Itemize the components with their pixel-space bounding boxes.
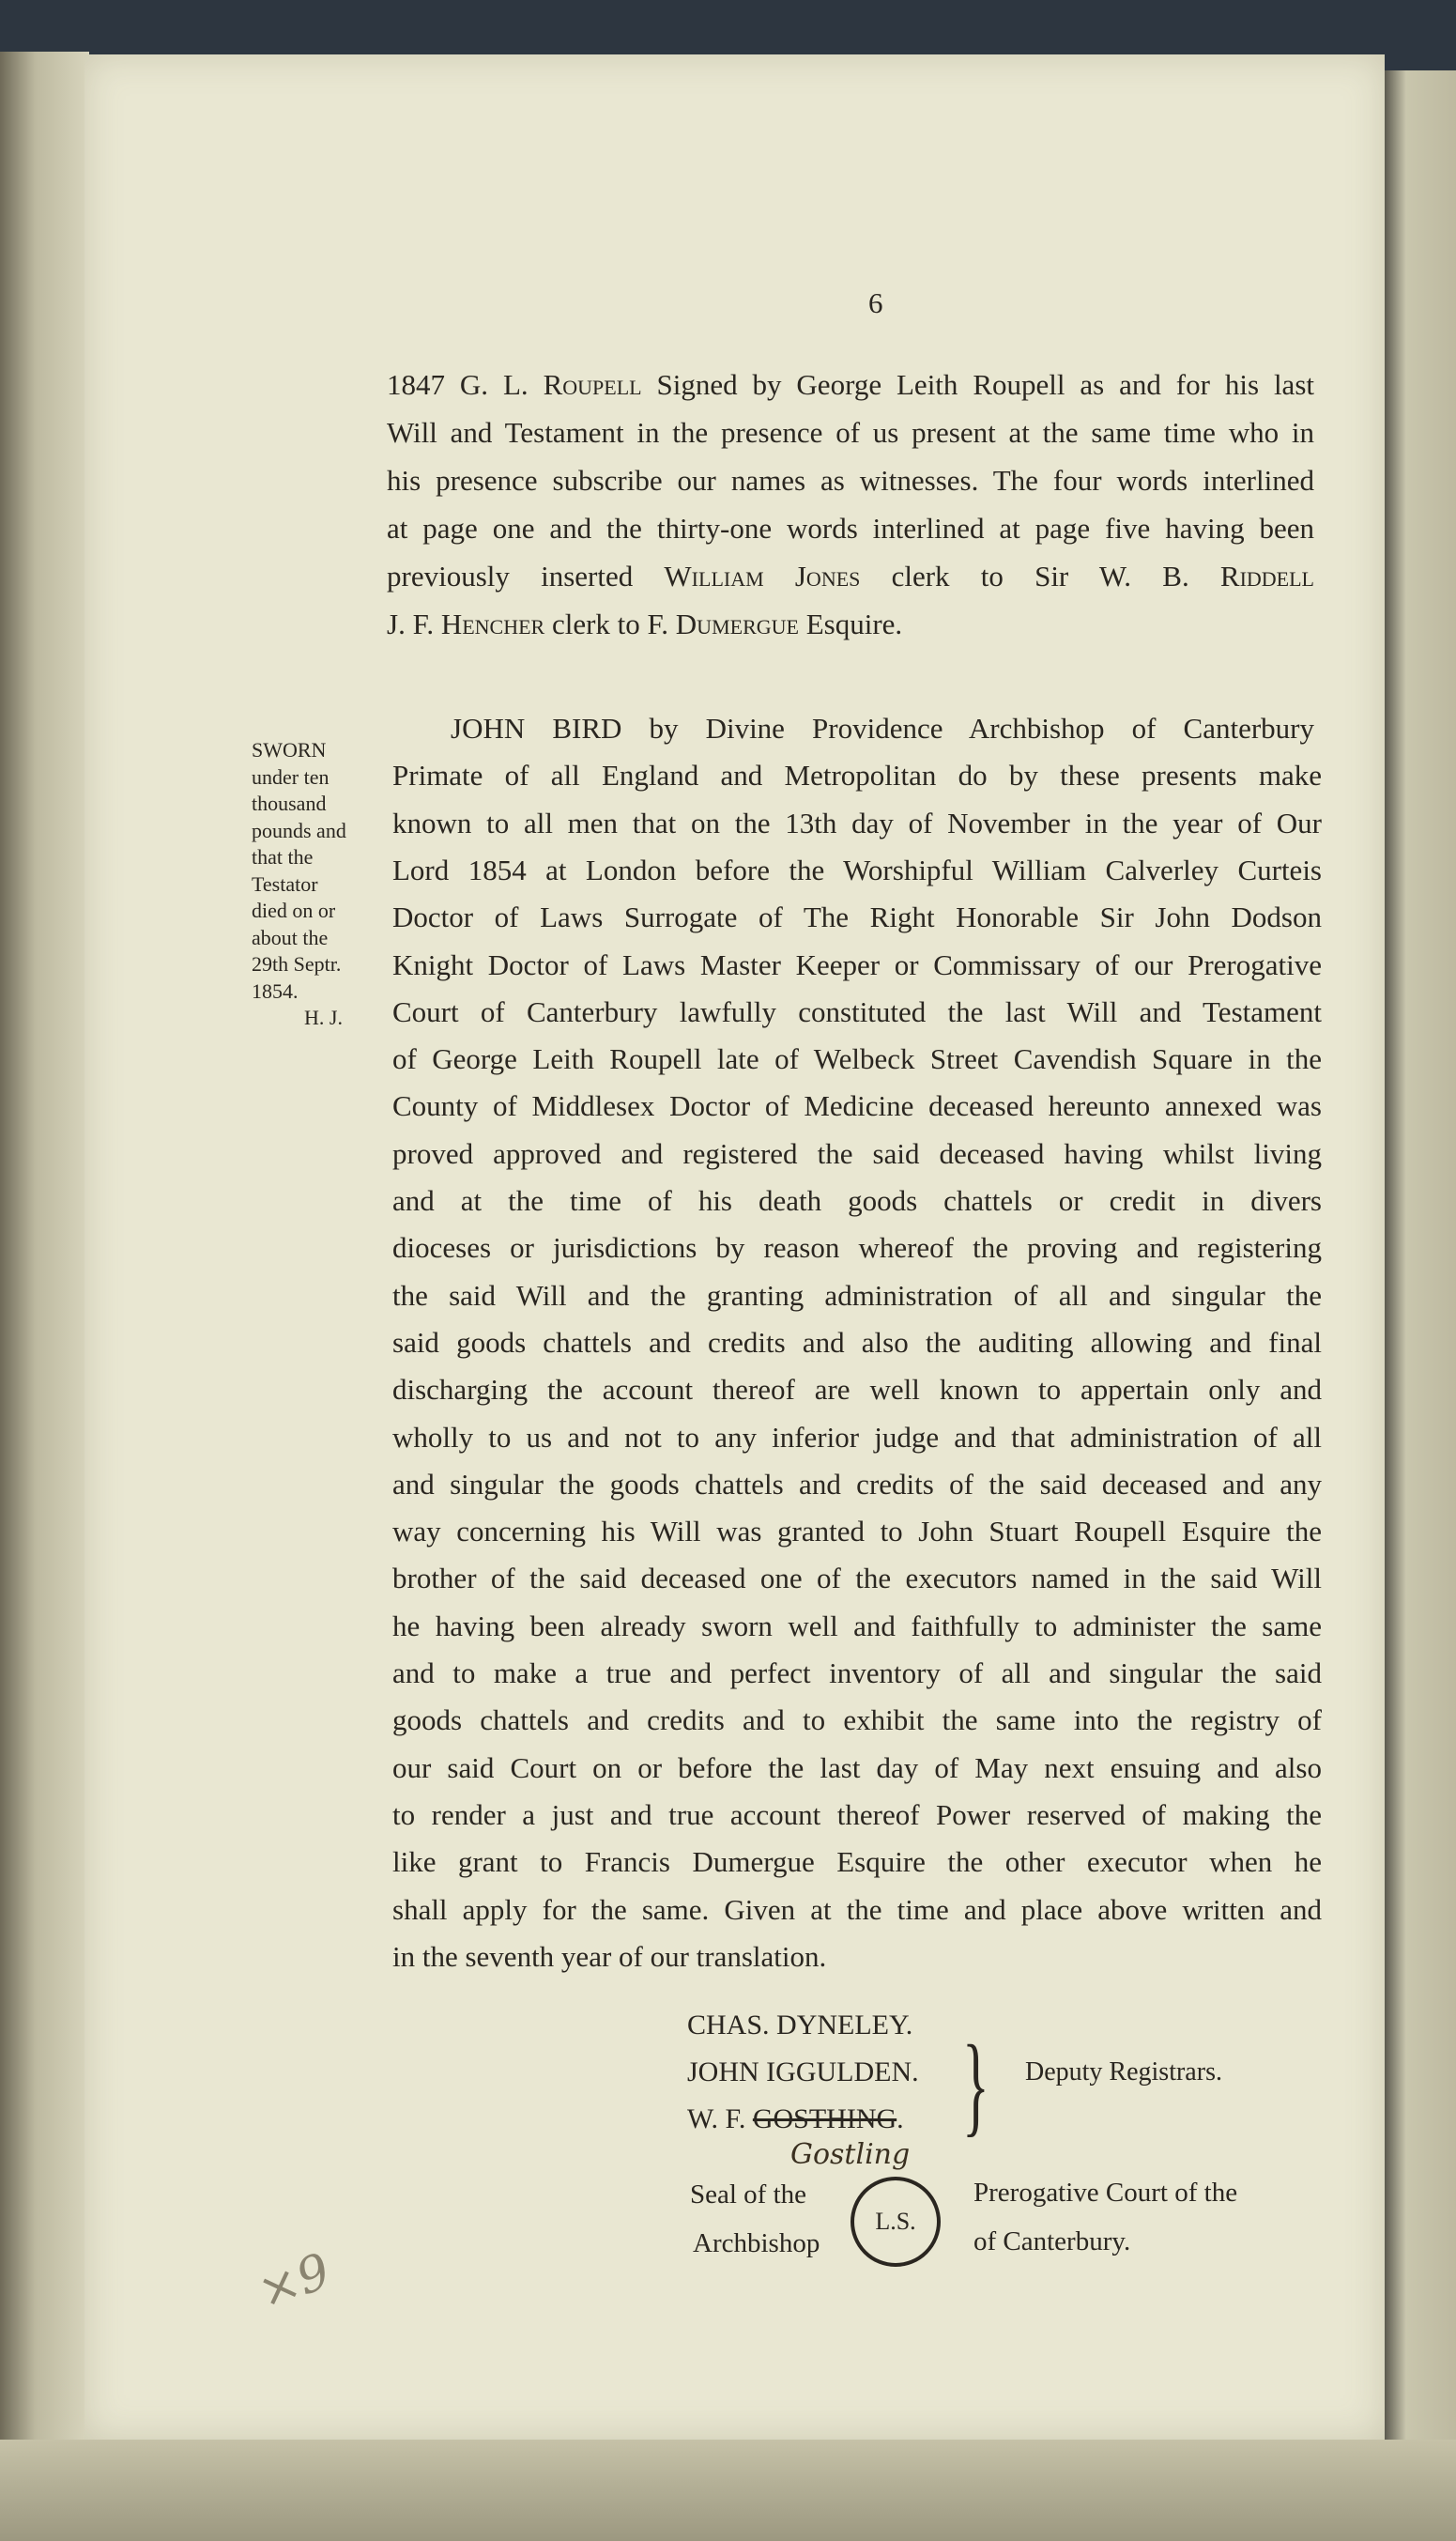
probate-line: way concerning his Will was granted to John Stuart Roupell Esquire the [392, 1515, 1322, 1548]
attestation-line: his presence subscribe our names as witnesses. The four words interlined [387, 464, 1314, 497]
probate-line: JOHN BIRD by Divine Providence Archbishop of Canterbury [451, 712, 1314, 745]
probate-line: Court of Canterbury lawfully constituted the last Will and Testament [392, 994, 1322, 1028]
probate-line: of George Leith Roupell late of Welbeck Street Cavendish Square in the [392, 1042, 1322, 1076]
book-binding [0, 52, 89, 2541]
probate-line: the said Will and the granting administration of all and singular the [392, 1278, 1322, 1312]
margin-note-line: 29th Septr. [252, 952, 342, 976]
attestation-line: Will and Testament in the presence of us present at the same time who in [387, 416, 1314, 449]
margin-note-line: pounds and [252, 818, 346, 842]
margin-note-title: SWORN [252, 738, 327, 762]
attestation-line: previously inserted William Jones clerk to Sir W. B. Riddell [387, 560, 1314, 593]
margin-note-line: died on or [252, 899, 336, 922]
attestation-line: J. F. Hencher clerk to F. Dumergue Esquire. [387, 608, 903, 640]
seal-left-1: Seal of the [690, 2179, 807, 2210]
pencil-mark: ×9 [251, 2242, 338, 2321]
probate-line: Doctor of Laws Surrogate of The Right Honorable Sir John Dodson [392, 901, 1322, 934]
probate-line: to render a just and true account thereof Power reserved of making the [392, 1797, 1322, 1831]
probate-line: Lord 1854 at London before the Worshipful William Calverley Curteis [392, 853, 1322, 886]
probate-line: discharging the account thereof are well known to appertain only and [392, 1373, 1322, 1407]
signature-gostling: W. F. GOSTHING. [687, 2103, 904, 2134]
probate-line: County of Middlesex Doctor of Medicine deceased hereunto annexed was [392, 1089, 1322, 1123]
book-bottom-edge [0, 2440, 1456, 2541]
attestation-line: at page one and the thirty-one words interlined at page five having been [387, 512, 1314, 545]
probate-line: and at the time of his death goods chattels or credit in divers [392, 1184, 1322, 1217]
seal-left-2: Archbishop [693, 2228, 820, 2258]
signature-iggulden: JOHN IGGULDEN. [687, 2056, 919, 2087]
probate-line: and to make a true and perfect inventory of all and singular the said [392, 1656, 1322, 1689]
page-number: 6 [868, 286, 883, 319]
seal-circle [851, 2177, 941, 2267]
margin-note-line: 1854. [252, 978, 299, 1003]
seal-label: L.S. [875, 2208, 916, 2235]
margin-note-line: that the [252, 845, 314, 869]
probate-line: said goods chattels and credits and also the auditing allowing and final [392, 1325, 1322, 1359]
margin-note-line: about the [252, 925, 329, 949]
margin-note-line: thousand [252, 792, 327, 815]
probate-line: in the seventh year of our translation. [392, 1939, 827, 1973]
probate-line: goods chattels and credits and to exhibit the same into the registry of [392, 1703, 1322, 1737]
brace: } [962, 2022, 989, 2147]
probate-line: shall apply for the same. Given at the time and place above written and [392, 1892, 1322, 1926]
deputy-registrars-label: Deputy Registrars. [1025, 2057, 1222, 2087]
struck-name: GOSTHING [752, 2103, 897, 2134]
margin-note-initials: H. J. [304, 1006, 343, 1029]
signature-dyneley: CHAS. DYNELEY. [687, 2010, 913, 2040]
handwritten-correction: Gostling [790, 2138, 911, 2171]
probate-line: wholly to us and not to any inferior judge and that administration of all [392, 1420, 1322, 1454]
probate-line: proved approved and registered the said deceased having whilst living [392, 1136, 1322, 1170]
probate-line: known to all men that on the 13th day of November in the year of Our [392, 806, 1322, 839]
probate-line: and singular the goods chattels and credits of the said deceased and any [392, 1467, 1322, 1501]
attestation-line: 1847 G. L. Roupell Signed by George Leith Roupell as and for his last [387, 368, 1314, 401]
probate-line: Knight Doctor of Laws Master Keeper or Commissary of our Prerogative [392, 947, 1322, 981]
margin-note-line: under ten [252, 764, 330, 789]
seal-right-2: of Canterbury. [973, 2226, 1131, 2256]
probate-line: like grant to Francis Dumergue Esquire the other executor when he [392, 1845, 1322, 1879]
margin-note [252, 737, 346, 1032]
probate-line: he having been already sworn well and faithfully to administer the same [392, 1609, 1322, 1642]
probate-line: brother of the said deceased one of the executors named in the said Will [392, 1562, 1322, 1595]
probate-line: our said Court on or before the last day of May next ensuing and also [392, 1750, 1322, 1784]
probate-line: dioceses or jurisdictions by reason whereof the proving and registering [392, 1231, 1322, 1265]
next-page-edge [1385, 70, 1456, 2541]
seal-right-1: Prerogative Court of the [973, 2178, 1238, 2208]
probate-line: Primate of all England and Metropolitan do by these presents make [392, 759, 1322, 793]
margin-note-line: Testator [252, 871, 318, 896]
